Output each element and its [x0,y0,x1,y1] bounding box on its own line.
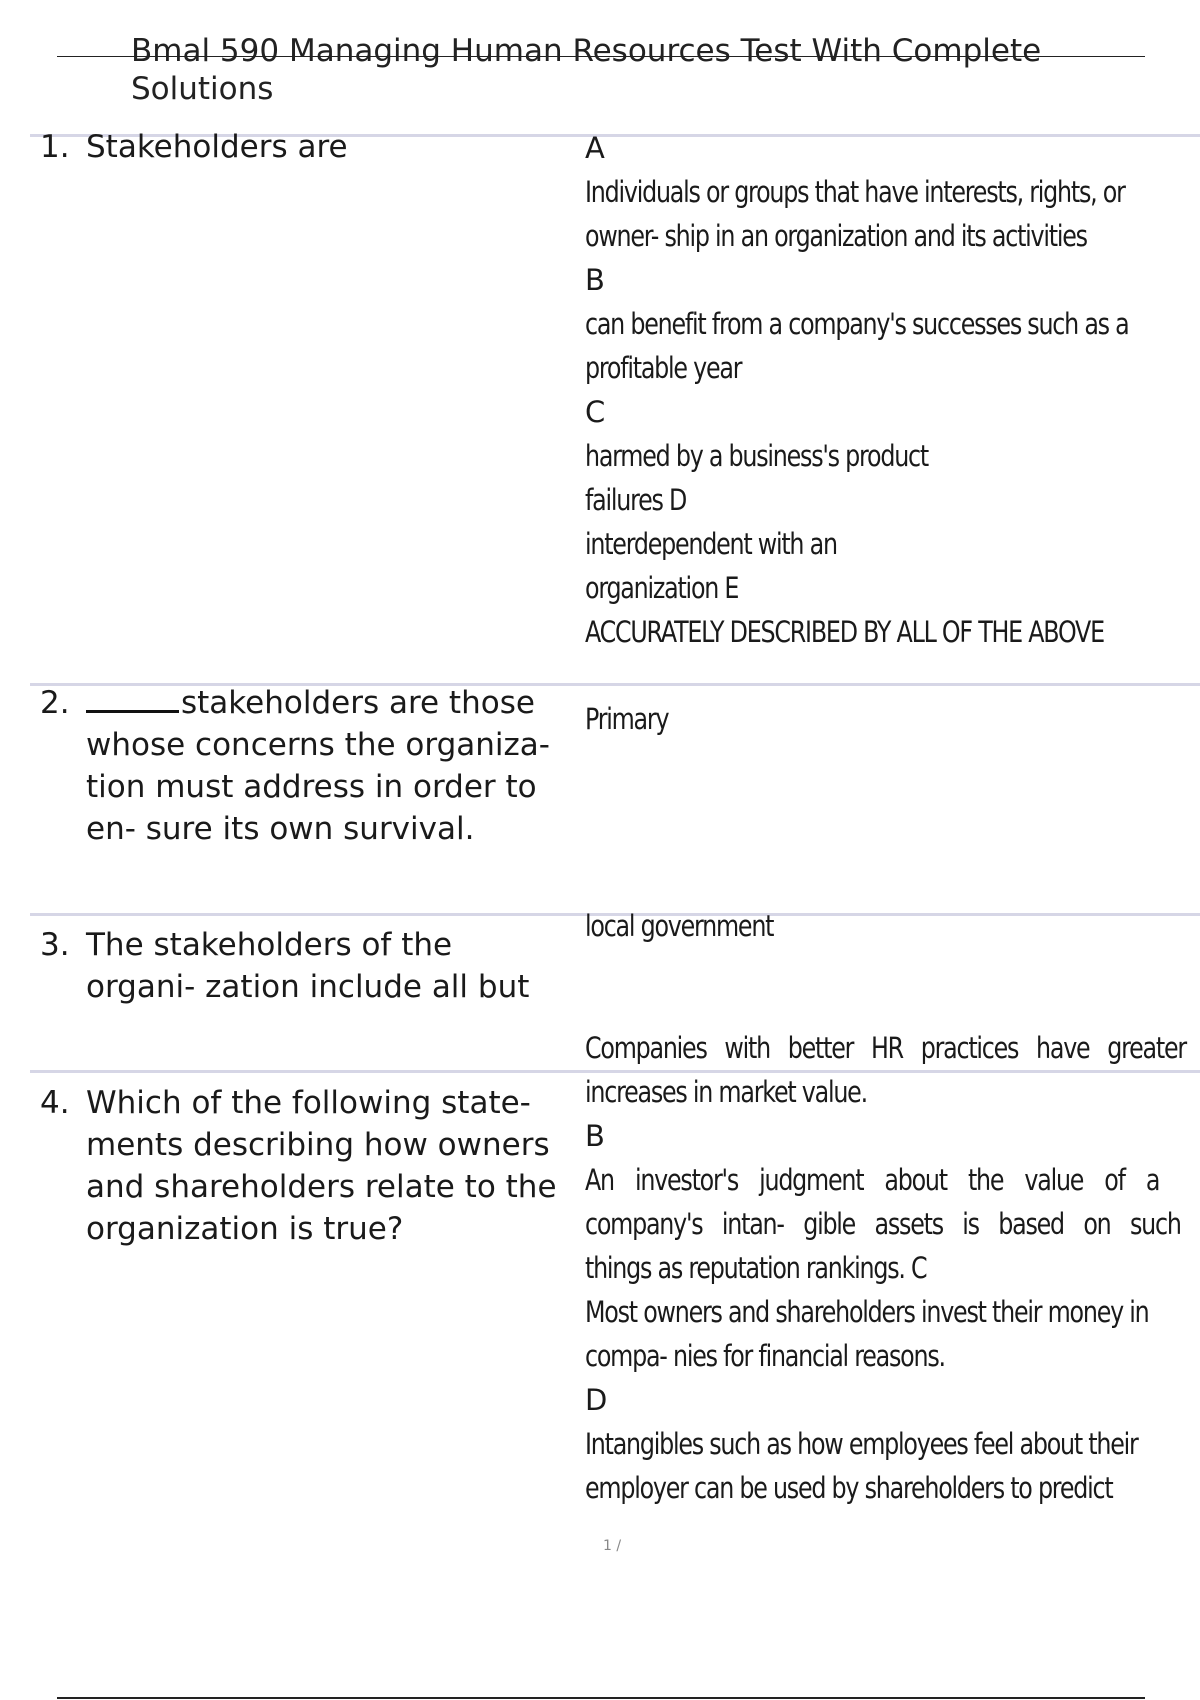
answer-line: owner- ship in an organization and its activities [585,219,1087,253]
answer-line: B [585,263,605,297]
question-number: 1. [40,129,70,165]
answer-line: Individuals or groups that have interests, rights, or [585,175,1125,209]
answer-1 [585,126,1185,654]
question-number: 4. [40,1085,70,1121]
answer-line: organization E [585,571,739,605]
answer-line: B [585,1119,605,1153]
question-number: 3. [40,927,70,963]
answer-line: harmed by a business's product [585,439,929,473]
question-text: Stakeholders are [86,129,348,165]
fill-in-blank [86,682,179,713]
footer-rule [57,1697,1145,1699]
answer-line: Primary [585,702,669,736]
answer-line: D [585,1383,608,1417]
question-number: 2. [40,685,70,721]
page-number: 1 / [603,1538,622,1554]
answer-line: company's intan- gible assets is based on such [585,1207,1181,1241]
answer-2 [585,697,1185,741]
answer-line: profitable year [585,351,742,385]
answer-line: Intangibles such as how employees feel about their [585,1427,1138,1461]
document-title: Bmal 590 Managing Human Resources Test With Complete Solutions [131,33,1042,107]
question-text: The stakeholders of the organi- zation include all but [86,927,530,1005]
question-3 [40,924,580,1054]
answer-line: ACCURATELY DESCRIBED BY ALL OF THE ABOVE [585,615,1104,649]
answer-line: can benefit from a company's successes such as a [585,307,1129,341]
answer-line: An investor's judgment about the value of a [585,1163,1160,1197]
answer-line: employer can be used by shareholders to predict [585,1471,1113,1505]
question-text-wrapper [86,682,566,850]
answer-line: A [585,131,605,165]
answer-line: local government [585,909,774,943]
answer-line: C [585,395,606,429]
question-text: stakeholders are those whose concerns the organiza- tion must address in order to en- sure its own survival. [86,685,550,847]
answer-line: things as reputation rankings. C [585,1251,927,1285]
answer-line: Companies with better HR practices have greater [585,1031,1186,1065]
answer-line: Most owners and shareholders invest their money in [585,1295,1149,1329]
answer-line: compa- nies for financial reasons. [585,1339,945,1373]
answer-line: failures D [585,483,687,517]
answer-3 [585,904,1185,948]
question-4 [40,1082,580,1302]
answer-4 [585,1026,1185,1510]
question-text: Which of the following state- ments describing how owners and shareholders relate to the organization is true? [86,1085,557,1247]
question-1 [40,126,560,170]
answer-line: interdependent with an [585,527,837,561]
answer-line: increases in market value. [585,1075,867,1109]
question-2 [40,682,580,892]
